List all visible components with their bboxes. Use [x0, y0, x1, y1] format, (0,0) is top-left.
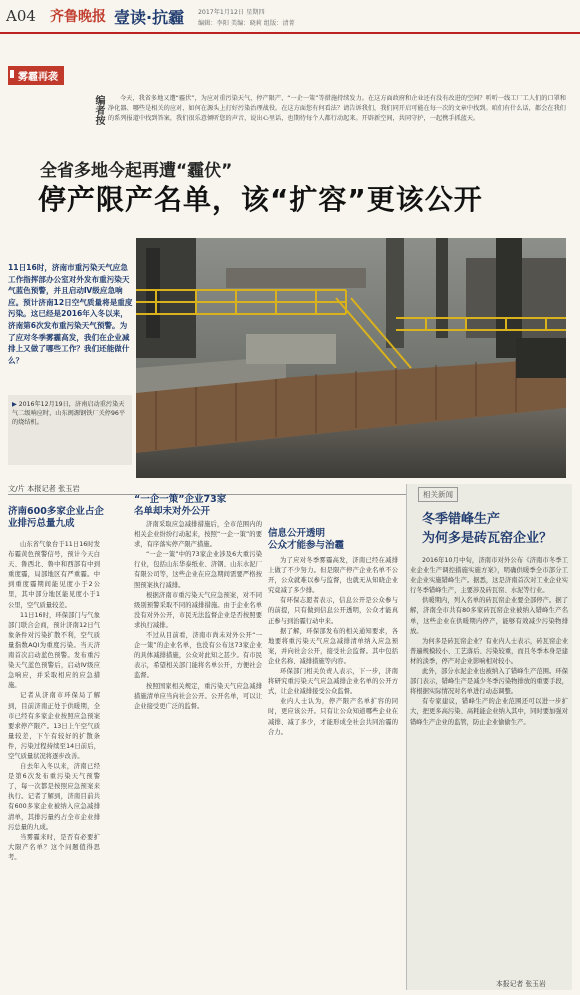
photo-caption: [12, 400, 130, 427]
paragraph: 据了解，环保部发布的相关通知要求，各地要将重污染天气应急减排清单纳入应急预案，并向社会公开，接受社会监督。其中包括企业名称、减排措施等内容。: [268, 627, 398, 665]
paragraph: 有专家建议，错峰生产的企业范围还可以进一步扩大，把更多高污染、高耗能企业纳入其中，同时要加强对错峰生产企业的监管，防止企业偷偷生产。: [410, 698, 568, 726]
newspaper-logo: 齐鲁晚报: [50, 9, 106, 25]
section-title: 壹读·抗霾: [114, 8, 185, 27]
paragraph: “一企一策”中的73家企业涉及6大重污染行业，包括山东华泰纸业、济钢、山东水泥厂有限公司等，这些企业在应急期间需要严格按照预案执行减排。: [134, 551, 262, 589]
issue-date: 2017年1月12日 星期四: [198, 9, 265, 16]
caption-marker-icon: ▶: [12, 401, 17, 408]
article-column-1: [8, 540, 100, 863]
paragraph: 环保部门相关负责人表示，下一步，济南将研究重污染天气应急减排企业名单的公开方式，让企业减排接受公众监督。: [268, 668, 398, 696]
article-byline: 文/片 本报记者 张玉岩: [8, 484, 80, 493]
paragraph: 当雾霾来时，是否有必要扩大限产名单？这个问题值得思考。: [8, 833, 100, 861]
col1-headline: 济南600多家企业占企业排污总量九成: [8, 506, 104, 529]
col3-headline-1: 信息公开透明: [268, 528, 326, 539]
related-news-tag: 相关新闻: [418, 487, 458, 502]
editor-note-label: 编者按: [93, 95, 104, 125]
paragraph: 根据济南市重污染天气应急预案，对不同级别预警采取不同的减排措施。由于企业名单没有对外公开，市民无法监督企业是否按照要求执行减排。: [134, 591, 262, 629]
related-news-byline: 本报记者 张玉岩: [496, 980, 546, 988]
related-news-headline-2: 为何多是砖瓦窑企业？: [422, 531, 553, 546]
paragraph: 2016年10月中旬，济南市对外公布《济南市冬季工业企业生产调控措施实施方案》，明确供暖季全市部分工业企业实施错峰生产。据悉，这是济南首次对工业企业实行冬季错峰生产，主要涉及砖瓦窑、水泥等行业。: [410, 557, 568, 595]
paragraph: 按照国家相关规定，重污染天气应急减排措施清单应当向社会公开。公开名单，可以让企业接受更广泛的监督。: [134, 682, 262, 710]
paragraph: 业内人士认为，停产限产名单扩容的同时，更应该公开。只有让公众知道哪些企业在减排、减了多少，才能形成全社会共同治霾的合力。: [268, 698, 398, 736]
lead-paragraph: 11日16时，济南市重污染天气应急工作指挥部办公室对外发布重污染天气蓝色预警，并且启动Ⅳ级应急响应。预计济南12日空气质量将是重度污染。这已经是2016年入冬以来，济南第6次发布重污染天气预警。为了应对冬季雾霾高发，我们在企业减排上又做了哪些工作？我们还能做什么？: [8, 263, 133, 365]
col2-headline-2: 名单却未对外公开: [134, 506, 211, 517]
related-news-body: [410, 556, 568, 728]
factory-photo: [136, 238, 566, 478]
paragraph: 不过从目前看，济南市尚未对外公开“一企一策”的企业名单，也没有公布这73家企业的具体减排措施，公众对此知之甚少。有市民表示，希望相关部门能将名单公开，方便社会监督。: [134, 632, 262, 680]
paragraph: 济南采取应急减排措施后，全市范围内的相关企业纷纷行动起来，按照“一企一策”的要求，有序落实停产限产措施。: [134, 521, 262, 549]
article-headline: 停产限产名单，该“扩容”更该公开: [38, 183, 483, 216]
article-subheadline: 全省多地今起再遭“霾伏”: [40, 161, 233, 181]
topic-kicker: 雾霾再袭: [8, 66, 64, 85]
col2-headline-1: “一企一策”企业73家: [134, 494, 227, 505]
paragraph: 自去年入冬以来，济南已经是第6次发布重污染天气预警了，每一次都是按照应急预案来执行。记者了解到，济南目前共有600多家企业被纳入应急减排清单，其排污量约占全市企业排污总量的九成。: [8, 763, 100, 831]
editor-credits: 编辑：李阳 美编：晓莉 组版：清菁: [198, 20, 295, 27]
masthead: [0, 0, 580, 34]
paragraph: 为何多是砖瓦窑企业？有业内人士表示，砖瓦窑企业普遍规模较小、工艺落后、污染较重，而且冬季本身是建材的淡季，停产对企业影响相对较小。: [410, 637, 568, 665]
paragraph: 11日16时，环保部门与气象部门联合会商，预计济南12日气象条件对污染扩散不利，空气质量指数AQI为重度污染。当天济南首次启动蓝色预警。发布重污染天气蓝色预警后，启动Ⅳ级应急响应，并采取相应的应急措施。: [8, 611, 100, 690]
page-number: A04: [6, 7, 36, 25]
paragraph: 有环保志愿者表示，信息公开是公众参与的前提，只有做到信息公开透明，公众才能真正参与到治霾行动中来。: [268, 597, 398, 625]
paragraph: 供暖期内，列入名单的砖瓦窑企业要全部停产。据了解，济南全市共有80多家砖瓦窑企业被纳入错峰生产名单，这些企业在供暖期内停产，能够有效减少污染物排放。: [410, 597, 568, 635]
related-news-headline-1: 冬季错峰生产: [422, 512, 501, 527]
editor-note-text: 今天，我省多地又遭“霾伏”，为应对重污染天气，停产限产、“一企一策”等措施持续发力。在这方面政府和企业还有没有改进的空间？听听一线工厂工人们的口罩和净化器、哪些是相关的应对，如何在源头上打好污染治理战役。在这方面您有何看法？请告诉我们，我们同开启可能在每一次的文章中找到。咱们有什么话，都会在我们的系列报道中找到答案，我们很乐意倾听您的声音，说出心里话，也期待每个人都行动起来。开辟新空间，共同守护，一起携手抓蓝天。: [108, 95, 566, 122]
col3-headline-2: 公众才能参与治霾: [268, 540, 345, 551]
article-column-2: [134, 520, 262, 712]
paragraph: 此外，部分水泥企业也被纳入了错峰生产范围。环保部门表示，错峰生产是减少冬季污染物排放的重要手段，将根据实际情况对名单进行动态调整。: [410, 668, 568, 696]
paragraph: 记者从济南市环保局了解到，目前济南正处于供暖期，全市已经有多家企业按照应急预案要求停产限产。13日上午空气质量较差，下午有较好的扩散条件，污染过程持续至14日前后，空气质量状况将逐步改善。: [8, 692, 100, 760]
article-column-3: [268, 556, 398, 738]
paragraph: 为了应对冬季雾霾高发，济南已经在减排上做了不少努力。但是限产停产企业名单不公开，公众就难以参与监督，也就无从知晓企业究竟减了多少排。: [268, 557, 398, 595]
paragraph: 山东省气象台于11日16时发布霾黄色预警信号，预计今天白天、鲁西北、鲁中和西部有中到重度霾，局部地区有严重霾。中到重度霾期间能见度小于2公里，其中部分地区能见度小于1公里，空气质量较差。: [8, 541, 100, 609]
photo-caption-text: 2016年12月19日，济南启动重污染天气二级响应时，山东闽源钢铁厂关停96平的烧结机。: [12, 401, 126, 426]
